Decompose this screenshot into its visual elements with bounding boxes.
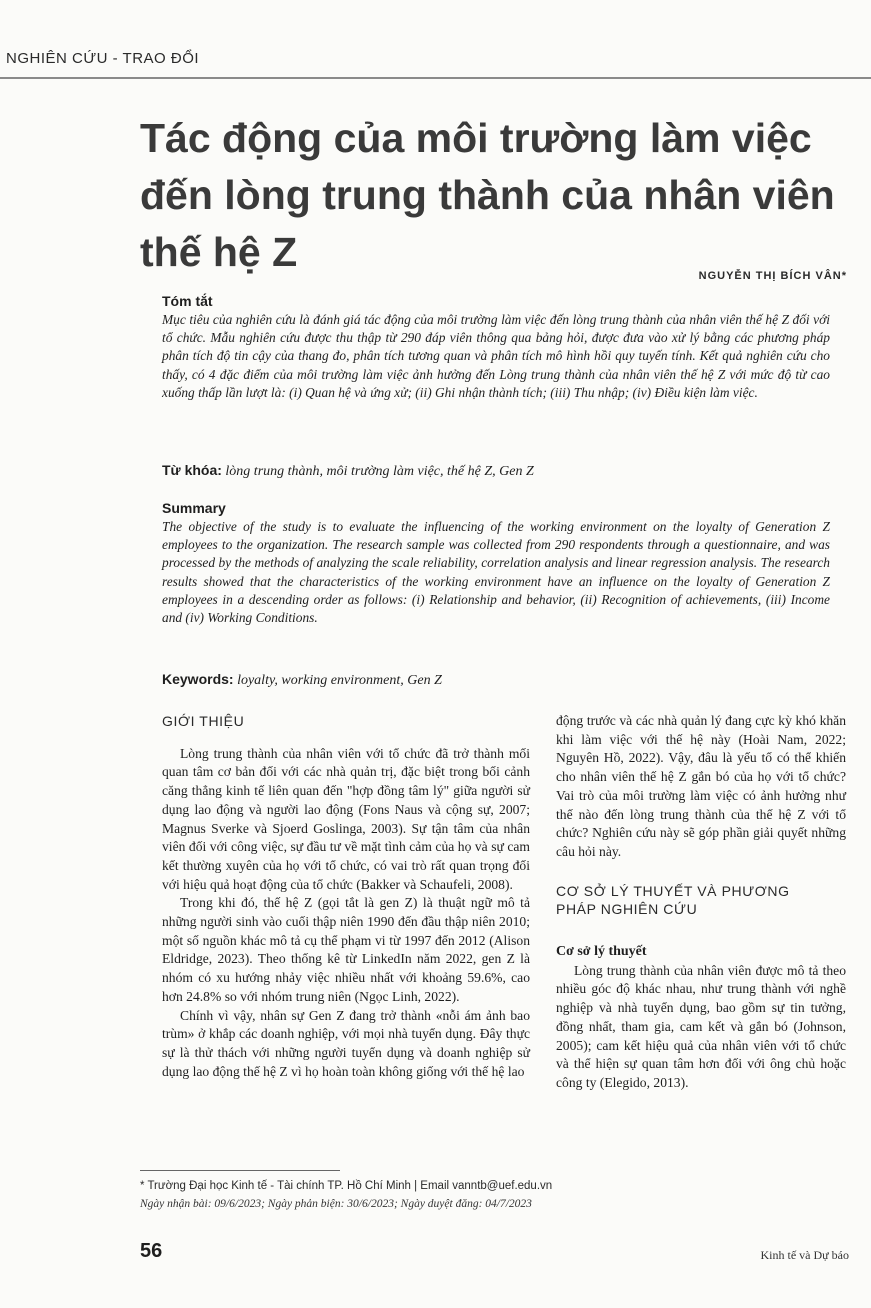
column-right [556,712,846,1093]
journal-name: Kinh tế và Dự báo [760,1248,849,1262]
abstract-vietnamese [162,293,830,402]
column-left [162,712,530,1081]
abstract-english [162,500,830,627]
intro-heading: GIỚI THIỆU [162,713,245,729]
theory-heading-line: CƠ SỞ LÝ THUYẾT VÀ PHƯƠNG [556,882,790,899]
title-line: Tác động của môi trường làm việc [140,115,812,161]
section-divider [0,77,871,79]
summary-heading: Summary [162,500,226,516]
keywords-value: lòng trung thành, môi trường làm việc, thế hệ Z, Gen Z [225,464,534,479]
intro-paragraph: Trong khi đó, thế hệ Z (gọi tắt là gen Z) là thuật ngữ mô tả những người sinh vào cuối thập niên 1990 đến đầu thập niên 2010; một số nguồn khác mô tả cụ thể phạm vi từ 1997 đến 2012 (Alison Eldridge, 2023). Theo thống kê từ LinkedIn năm 2022, gen Z là nhóm có xu hướng nhảy việc nhiều nhất với khoảng 59.6%, cao hơn 24.8% so với nhóm trung niên (Ngọc Linh, 2022). [162,895,530,1004]
page-number: 56 [140,1240,163,1262]
theory-heading-line: PHÁP NGHIÊN CỨU [556,901,698,918]
theory-heading [556,882,846,919]
author-affiliation: * Trường Đại học Kinh tế - Tài chính TP. Hồ Chí Minh | Email vanntb@uef.edu.vn [140,1180,553,1192]
author-name: NGUYỄN THỊ BÍCH VÂN* [698,270,847,282]
keywords-label: Keywords: [162,671,234,687]
keywords-vietnamese [162,462,830,480]
section-label: NGHIÊN CỨU - TRAO ĐỔI [6,50,200,67]
submission-dates: Ngày nhận bài: 09/6/2023; Ngày phản biện: 30/6/2023; Ngày duyệt đăng: 04/7/2023 [140,1198,532,1210]
footnote-divider [140,1170,340,1171]
keywords-value: loyalty, working environment, Gen Z [237,673,442,688]
theory-paragraph: Lòng trung thành của nhân viên được mô tả theo nhiều góc độ khác nhau, như trung thành với nghề nghiệp và nhà tuyển dụng, bao gồm sự tin tưởng, đồng nhất, tham gia, cam kết và gắn bó (Johnson, 2005); cam kết hiệu quả của nhân viên với tổ chức và thể hiện sự quan tâm hơn đối với ông chủ hoặc công ty (Elegido, 2013). [556,962,846,1090]
abstract-heading: Tóm tắt [162,293,213,309]
theory-subheading: Cơ sở lý thuyết [556,944,647,960]
summary-text: The objective of the study is to evaluate the influencing of the working environment on the loyalty of Generation Z employees to the organization. The research sample was collected from 290 respondents through a questionnaire, and was processed by the methods of analyzing the scale reliability, correlation analysis and linear regression analysis. The research results showed that the characteristics of the working environment have an influence on the loyalty of Generation Z employees in a descending order as follows: (i) Relationship and behavior, (ii) Recognition of achievements, (iii) Income and (iv) Working Conditions. [162,519,830,626]
keywords-label: Từ khóa: [162,462,222,478]
intro-continuation: động trước và các nhà quản lý đang cực kỳ khó khăn khi làm việc với thế hệ này (Hoài Nam, 2022; Nguyên Hồ, 2022). Vậy, đâu là yếu tố có thể khiến cho nhân viên thế hệ Z gắn bó của họ với tổ chức? Vai trò của môi trường làm việc có ảnh hưởng như thế nào đến lòng trung thành của thế hệ Z với tổ chức? Nghiên cứu này sẽ góp phần giải quyết những câu hỏi này. [556,713,846,859]
title-line: đến lòng trung thành của nhân viên [140,172,835,218]
article-title [140,110,860,281]
abstract-text: Mục tiêu của nghiên cứu là đánh giá tác động của môi trường làm việc đến lòng trung thành của nhân viên thế hệ Z đối với tổ chức. Mẫu nghiên cứu được thu thập từ 290 đáp viên thông qua bảng hỏi, được đưa vào xử lý bằng các phương pháp phân tích độ tin cậy của thang đo, phân tích tương quan và phân tích mô hình hồi quy tuyến tính. Kết quả nghiên cứu cho thấy, có 4 đặc điểm của môi trường làm việc ảnh hưởng đến Lòng trung thành của nhân viên thế hệ Z với mức độ từ cao xuống thấp lần lượt là: (i) Quan hệ và ứng xử; (ii) Ghi nhận thành tích; (iii) Thu nhập; (iv) Điều kiện làm việc. [162,312,830,400]
keywords-english [162,671,830,689]
intro-paragraph: Chính vì vậy, nhân sự Gen Z đang trở thành «nỗi ám ảnh bao trùm» ở khắp các doanh nghiệp, với mọi nhà tuyển dụng. Đây thực sự là thử thách với những người tuyển dụng và doanh nghiệp sử dụng lao động thế hệ Z vì họ hoàn toàn không giống với thế hệ lao [162,1007,530,1079]
intro-paragraph: Lòng trung thành của nhân viên với tổ chức đã trở thành mối quan tâm cơ bản đối với các nhà quản trị, đặc biệt trong bối cảnh căng thẳng kinh tế liên quan đến "hợp đồng tâm lý" giữa người sử dụng lao động và người lao động (Fons Naus và cộng sự, 2007; Magnus Sverke và Sjoerd Goslinga, 2003). Sự tận tâm của nhân viên đối với công việc, sự đầu tư về mặt tình cảm của họ và sự cam kết thường xuyên của họ với tổ chức, có vai trò rất quan trọng đối với hiệu quả hoạt động của tổ chức (Bakker và Schaufeli, 2008). [162,745,530,892]
title-line: thế hệ Z [140,229,298,275]
